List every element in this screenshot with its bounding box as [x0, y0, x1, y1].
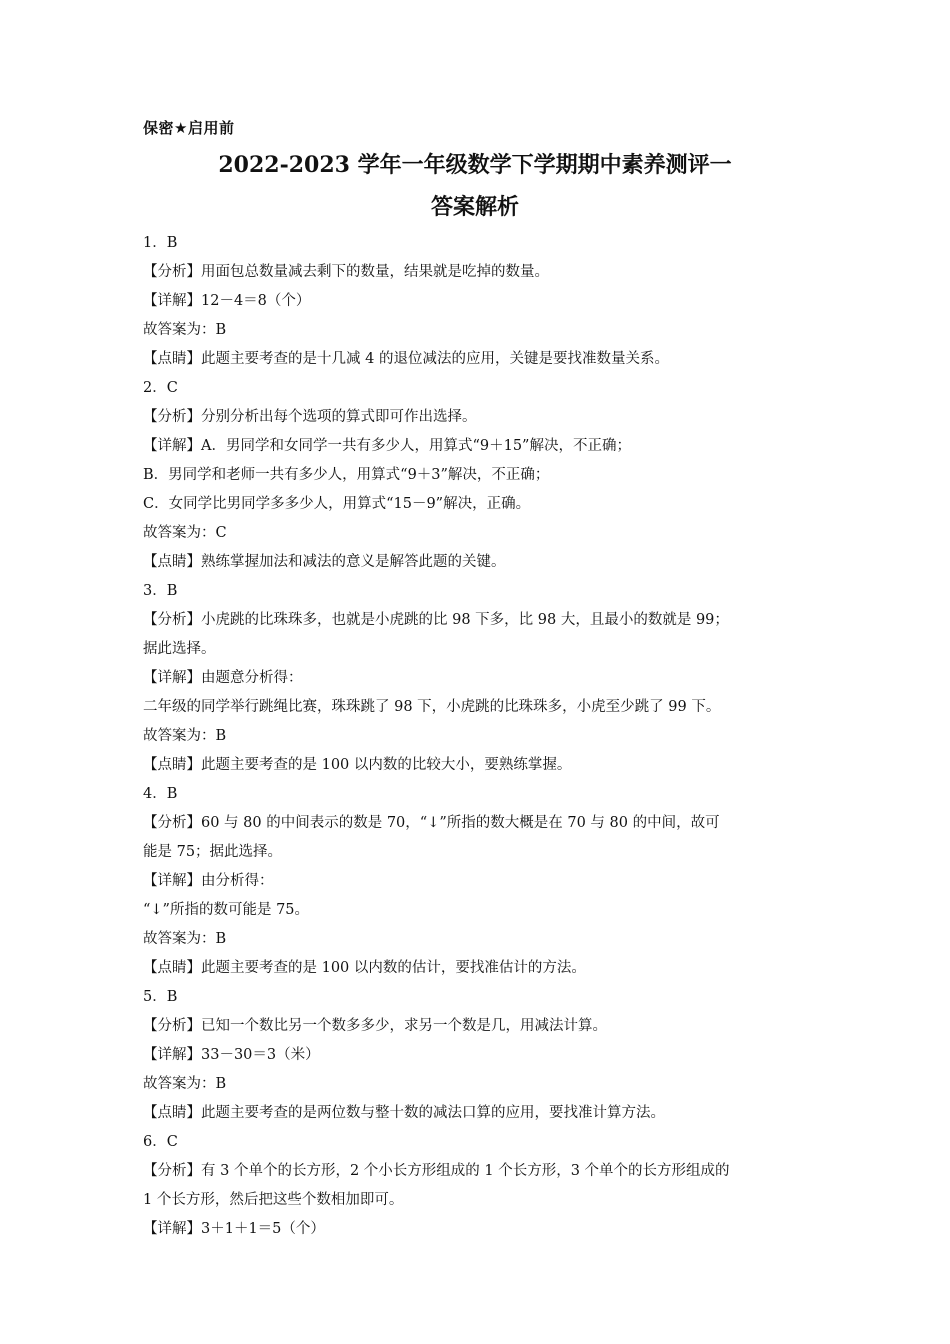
text-line: C．女同学比男同学多多少人，用算式“15－9”解决，正确。: [143, 496, 531, 512]
text-line: 1．B: [143, 235, 178, 251]
text-line: 2．C: [143, 380, 178, 396]
text-line: 4．B: [143, 786, 178, 802]
text-line: 【详解】A．男同学和女同学一共有多少人，用算式“9＋15”解决，不正确；: [143, 438, 631, 454]
confidential-label: 保密★启用前: [143, 119, 235, 137]
text-line: 【详解】由分析得：: [143, 873, 274, 889]
text-line: 【点睛】此题主要考查的是 100 以内数的比较大小，要熟练掌握。: [143, 757, 572, 773]
text-line: 【分析】分别分析出每个选项的算式即可作出选择。: [143, 409, 477, 425]
document-title: 2022-2023 学年一年级数学下学期期中素养测评一: [218, 152, 732, 178]
text-line: 【点睛】此题主要考查的是两位数与整十数的减法口算的应用，要找准计算方法。: [143, 1105, 665, 1121]
text-line: 【点睛】此题主要考查的是 100 以内数的估计，要找准估计的方法。: [143, 960, 586, 976]
text-line: 故答案为：B: [143, 728, 227, 744]
text-line: 【分析】有 3 个单个的长方形，2 个小长方形组成的 1 个长方形，3 个单个的长方形组成的: [143, 1163, 730, 1179]
text-line: “↓”所指的数可能是 75。: [143, 902, 310, 918]
text-line: 故答案为：B: [143, 322, 227, 338]
text-line: 【分析】小虎跳的比珠珠多，也就是小虎跳的比 98 下多，比 98 大，且最小的数就是 99；: [143, 612, 729, 628]
text-line: 3．B: [143, 583, 178, 599]
text-line: 故答案为：B: [143, 1076, 227, 1092]
text-line: 【详解】由题意分析得：: [143, 670, 303, 686]
text-line: 【分析】已知一个数比另一个数多多少，求另一个数是几，用减法计算。: [143, 1018, 607, 1034]
text-line: 二年级的同学举行跳绳比赛，珠珠跳了 98 下，小虎跳的比珠珠多，小虎至少跳了 99 下。: [143, 699, 721, 715]
text-line: 5．B: [143, 989, 178, 1005]
text-line: 【分析】60 与 80 的中间表示的数是 70，“↓”所指的数大概是在 70 与 80 的中间，故可: [143, 815, 720, 831]
text-line: 故答案为：C: [143, 525, 227, 541]
text-line: 【详解】3＋1＋1＝5（个）: [143, 1221, 325, 1237]
document-subtitle: 答案解析: [430, 194, 519, 220]
answer-content: [143, 229, 813, 1244]
text-line: 【分析】用面包总数量减去剩下的数量，结果就是吃掉的数量。: [143, 264, 549, 280]
text-line: 1 个长方形，然后把这些个数相加即可。: [143, 1192, 404, 1208]
text-line: B．男同学和老师一共有多少人，用算式“9＋3”解决，不正确；: [143, 467, 550, 483]
text-line: 据此选择。: [143, 641, 216, 657]
text-line: 故答案为：B: [143, 931, 227, 947]
text-line: 【点睛】此题主要考查的是十几减 4 的退位减法的应用，关键是要找准数量关系。: [143, 351, 669, 367]
text-line: 6．C: [143, 1134, 178, 1150]
text-line: 【详解】12－4＝8（个）: [143, 293, 311, 309]
text-line: 能是 75；据此选择。: [143, 844, 283, 860]
text-line: 【详解】33－30＝3（米）: [143, 1047, 320, 1063]
text-line: 【点睛】熟练掌握加法和减法的意义是解答此题的关键。: [143, 554, 506, 570]
